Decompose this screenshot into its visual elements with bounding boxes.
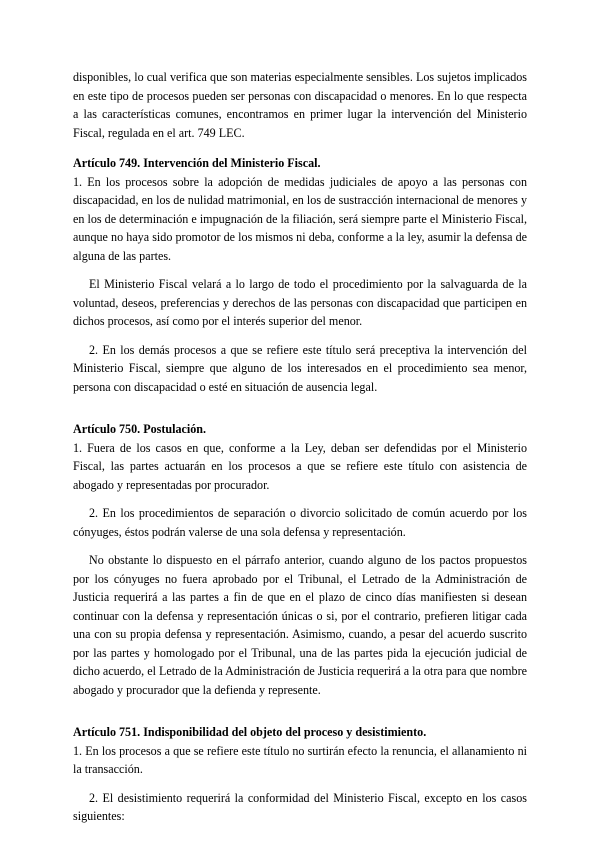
article-749-paragraph-2: El Ministerio Fiscal velará a lo largo de todo el procedimiento por la salvaguarda de la voluntad, deseos, preferencias y derechos de las personas con discapacidad que participen en dichos procesos, así como por el interés superior del menor.: [73, 277, 527, 328]
article-750-paragraph-2: 2. En los procedimientos de separación o divorcio solicitado de común acuerdo por los cónyuges, éstos podrán valerse de una sola defensa y representación.: [73, 506, 527, 539]
article-749-paragraph-1: 1. En los procesos sobre la adopción de medidas judiciales de apoyo a las personas con discapacidad, en los de nulidad matrimonial, en los de sustracción internacional de menores y en los de determinación e impugnación de la filiación, será siempre parte el Ministerio Fiscal, aunque no haya sido promotor de los mismos ni deba, conforme a la ley, asumir la defensa de alguna de las partes.: [73, 174, 527, 263]
article-751-heading: Artículo 751. Indisponibilidad del objeto del proceso y desistimiento.: [73, 725, 427, 739]
document-page: [73, 68, 527, 826]
article-750-heading: Artículo 750. Postulación.: [73, 422, 207, 436]
article-750-paragraph-1: 1. Fuera de los casos en que, conforme a la Ley, deban ser defendidas por el Ministerio Fiscal, las partes actuarán en los procesos a que se refiere este título con asistencia de abogado y representadas por procurador.: [73, 440, 527, 492]
article-749-paragraph-3: 2. En los demás procesos a que se refiere este título será preceptiva la intervención del Ministerio Fiscal, siempre que alguno de los interesados en el procedimiento sea menor, persona con discapacidad o esté en situación de ausencia legal.: [73, 342, 527, 394]
article-751-paragraph-1: 1. En los procesos a que se refiere este título no surtirán efecto la renuncia, el allanamiento ni la transacción.: [73, 743, 527, 776]
article-749-heading: Artículo 749. Intervención del Ministerio Fiscal.: [73, 156, 321, 170]
article-751-paragraph-2: 2. El desistimiento requerirá la conformidad del Ministerio Fiscal, excepto en los casos siguientes:: [73, 790, 527, 823]
article-750-paragraph-3: No obstante lo dispuesto en el párrafo anterior, cuando alguno de los pactos propuestos por los cónyuges no fuera aprobado por el Tribunal, el Letrado de la Administración de Justicia requerirá a las partes a fin de que en el plazo de cinco días manifiesten si desean continuar con la defensa y representación únicas o si, por el contrario, prefieren litigar cada una con su propia defensa y representación. Asimismo, cuando, a pesar del acuerdo suscrito por las partes y homologado por el Tribunal, una de las partes pida la ejecución judicial de dicho acuerdo, el Letrado de la Administración de Justicia requerirá a la otra para que nombre abogado y procurador que la defienda y represente.: [73, 553, 527, 697]
intro-paragraph: disponibles, lo cual verifica que son materias especialmente sensibles. Los sujetos implicados en este tipo de procesos pueden ser personas con discapacidad o menores. En lo que respecta a las características comunes, encontramos en primer lugar la intervención del Ministerio Fiscal, regulada en el art. 749 LEC.: [73, 70, 527, 140]
